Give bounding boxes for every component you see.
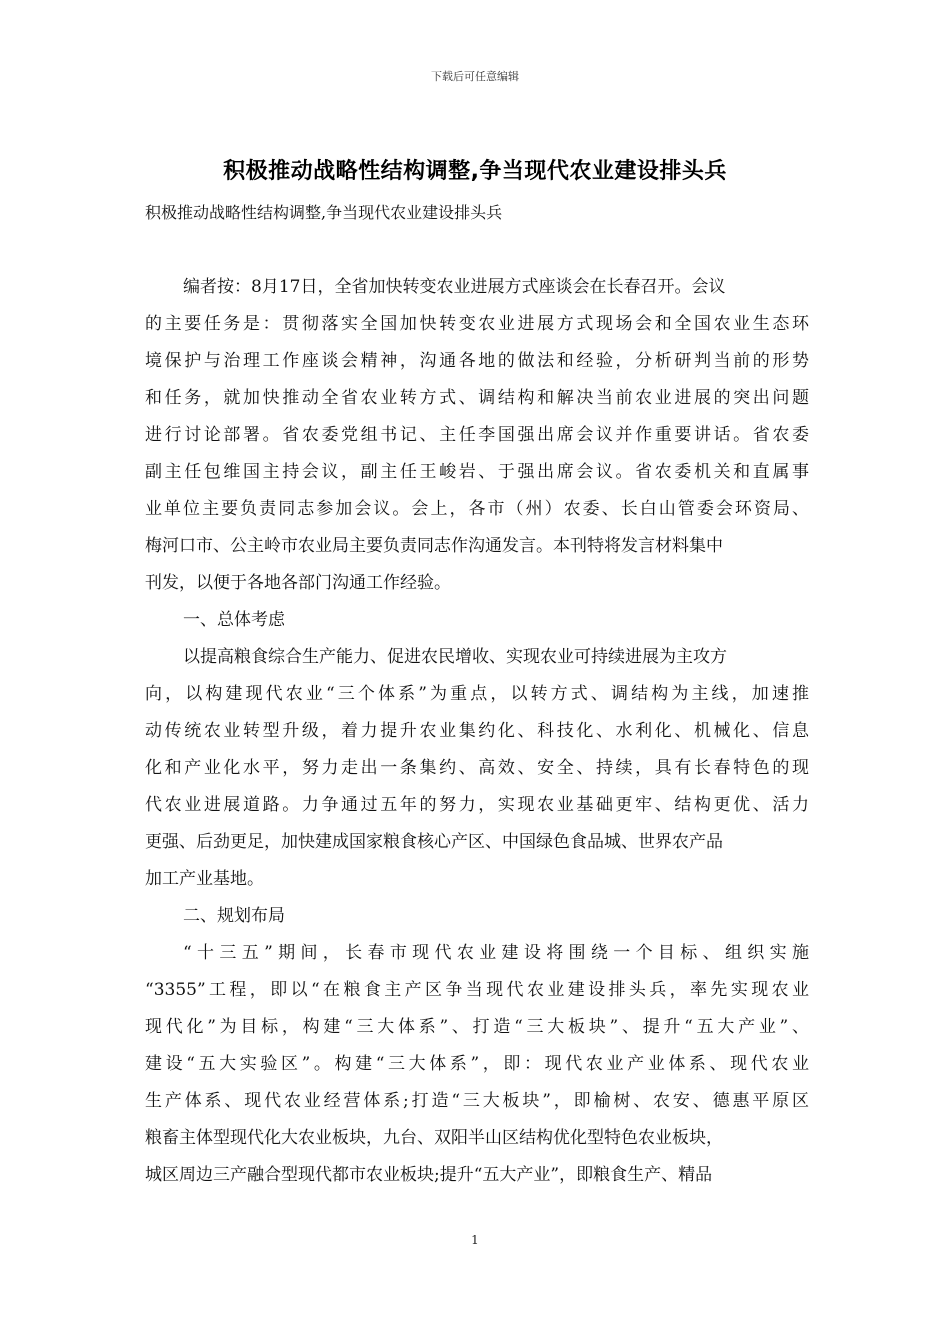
- body-line: 业单位主要负责同志参加会议。会上，各市（州）农委、长白山管委会环资局、: [145, 499, 809, 519]
- body-line: “3355”工程，即以“在粮食主产区争当现代农业建设排头兵，率先实现农业: [145, 980, 809, 1000]
- page-number: 1: [471, 1233, 479, 1247]
- body-line: 建设“五大实验区”。构建“三大体系”，即：现代农业产业体系、现代农业: [145, 1054, 809, 1074]
- body-line: 化和产业化水平，努力走出一条集约、高效、安全、持续，具有长春特色的现: [145, 758, 809, 778]
- page-header-note: 下载后可任意编辑: [431, 70, 519, 83]
- body-line: 粮畜主体型现代化大农业板块，九台、双阳半山区结构优化型特色农业板块，: [145, 1128, 723, 1148]
- body-line: 生产体系、现代农业经营体系;打造“三大板块”，即榆树、农安、德惠平原区: [145, 1091, 809, 1111]
- body-line: 的主要任务是：贯彻落实全国加快转变农业进展方式现场会和全国农业生态环: [145, 314, 809, 334]
- body-line: 进行讨论部署。省农委党组书记、主任李国强出席会议并作重要讲话。省农委: [145, 425, 809, 445]
- body-line: 动传统农业转型升级，着力提升农业集约化、科技化、水利化、机械化、信息: [145, 721, 809, 741]
- document-subtitle: 积极推动战略性结构调整,争当现代农业建设排头兵: [145, 203, 503, 222]
- document-body: [145, 269, 809, 1194]
- section-heading: 一、总体考虑: [183, 610, 285, 630]
- body-line: 刊发，以便于各地各部门沟通工作经验。: [145, 573, 451, 593]
- section-heading: 二、规划布局: [183, 906, 285, 926]
- body-line: 境保护与治理工作座谈会精神，沟通各地的做法和经验，分析研判当前的形势: [145, 351, 809, 371]
- body-line: 现代化”为目标，构建“三大体系”、打造“三大板块”、提升“五大产业”、: [145, 1017, 809, 1037]
- body-line: 副主任包维国主持会议，副主任王峻岩、于强出席会议。省农委机关和直属事: [145, 462, 809, 482]
- body-line: 向，以构建现代农业“三个体系”为重点，以转方式、调结构为主线，加速推: [145, 684, 809, 704]
- body-line: 加工产业基地。: [145, 869, 264, 889]
- body-line: 编者按：8月17日，全省加快转变农业进展方式座谈会在长春召开。会议: [183, 277, 726, 297]
- body-line: 和任务，就加快推动全省农业转方式、调结构和解决当前农业进展的突出问题: [145, 388, 809, 408]
- body-line: 梅河口市、公主岭市农业局主要负责同志作沟通发言。本刊特将发言材料集中: [145, 536, 723, 556]
- body-line: 以提高粮食综合生产能力、促进农民增收、实现农业可持续进展为主攻方: [183, 647, 727, 667]
- body-line: 城区周边三产融合型现代都市农业板块;提升“五大产业”，即粮食生产、精品: [145, 1165, 713, 1185]
- body-line: “十三五”期间，长春市现代农业建设将围绕一个目标、组织实施: [183, 943, 809, 963]
- body-line: 更强、后劲更足，加快建成国家粮食核心产区、中国绿色食品城、世界农产品: [145, 832, 723, 852]
- body-line: 代农业进展道路。力争通过五年的努力，实现农业基础更牢、结构更优、活力: [145, 795, 809, 815]
- document-title: 积极推动战略性结构调整,争当现代农业建设排头兵: [223, 159, 727, 184]
